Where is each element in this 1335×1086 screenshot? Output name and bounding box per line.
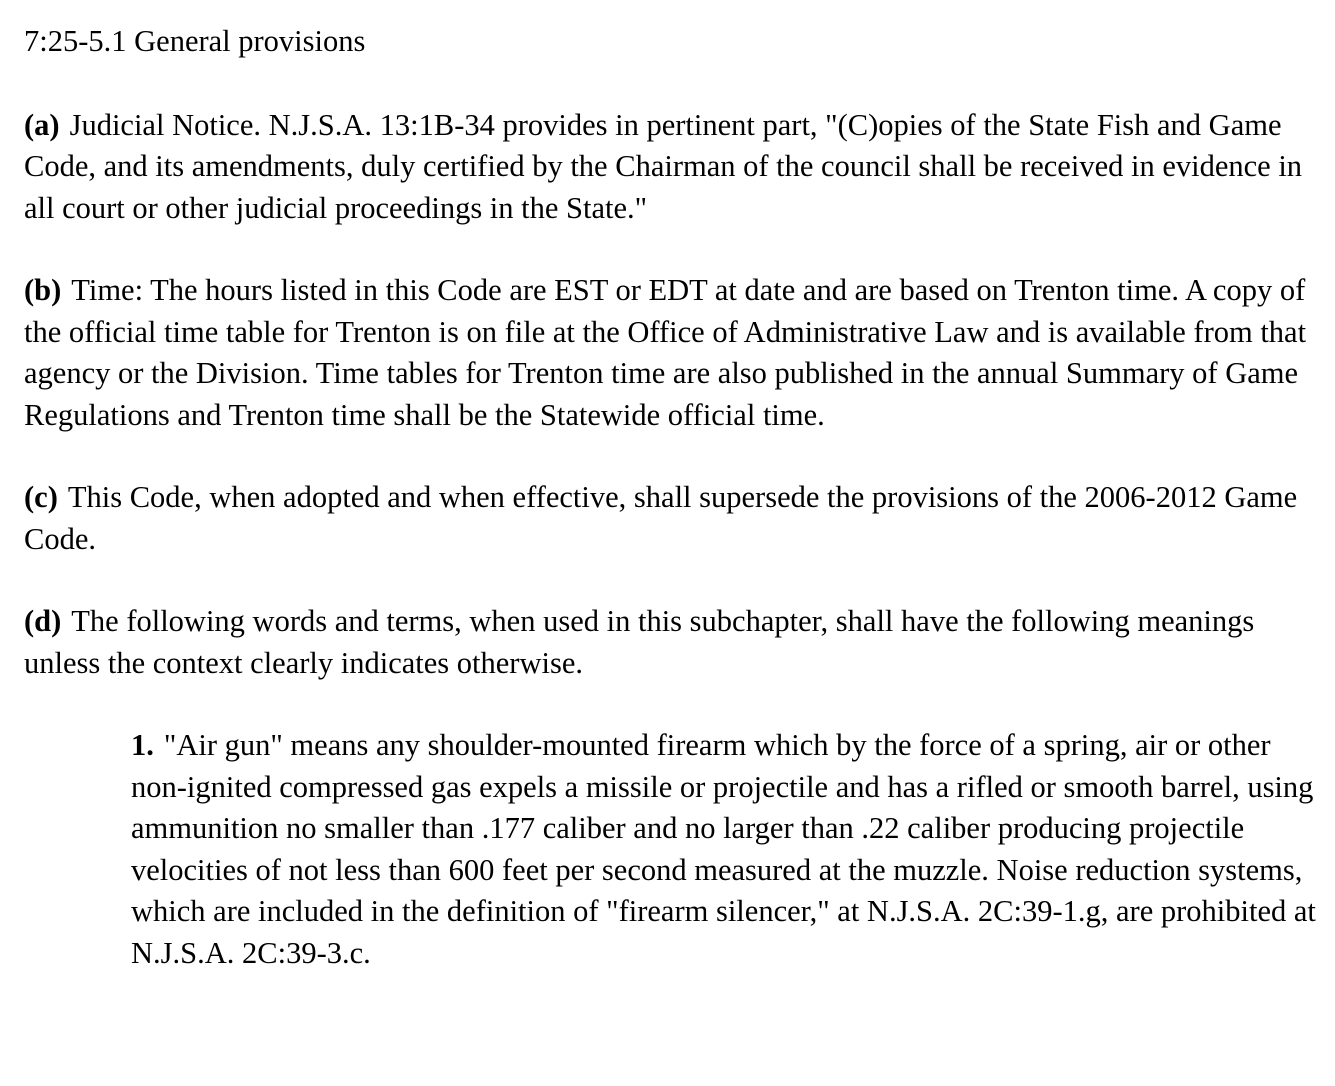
section-heading: 7:25-5.1 General provisions — [24, 24, 366, 58]
paragraph-text: This Code, when adopted and when effective, shall supersede the provisions of the 2006-2012 Game Code. — [24, 480, 1298, 556]
paragraph-label: (c) — [24, 480, 58, 514]
paragraph-d — [24, 601, 1321, 684]
paragraph-label: (d) — [24, 604, 62, 638]
paragraph-label: (b) — [24, 273, 62, 307]
paragraph-text: Time: The hours listed in this Code are EST or EDT at date and are based on Trenton time. A copy of the official time table for Trenton is on file at the Office of Administrative Law and is available from that agency or the Division. Time tables for Trenton time are also published in the annual Summary of Game Regulations and Trenton time shall be the Statewide official time. — [24, 273, 1307, 432]
paragraph-text: The following words and terms, when used in this subchapter, shall have the following meanings unless the context clearly indicates otherwise. — [24, 604, 1255, 680]
definition-label: 1. — [131, 728, 154, 762]
paragraph-a — [24, 105, 1321, 230]
paragraph-label: (a) — [24, 107, 60, 142]
paragraph-c — [24, 477, 1321, 560]
paragraph-b — [24, 270, 1321, 436]
definition-1 — [131, 725, 1321, 974]
paragraph-text: Judicial Notice. N.J.S.A. 13:1B-34 provides in pertinent part, "(C)opies of the State Fish and Game Code, and its amendments, duly certified by the Chairman of the council shall be received in evidence in all court or other judicial proceedings in the State." — [24, 107, 1303, 225]
definition-text: "Air gun" means any shoulder-mounted firearm which by the force of a spring, air or other non-ignited compressed gas expels a missile or projectile and has a rifled or smooth barrel, using ammunition no smaller than .177 caliber and no larger than .22 caliber producing projectile velocities of not less than 600 feet per second measured at the muzzle. Noise reduction systems, which are included in the definition of "firearm silencer," at N.J.S.A. 2C:39-1.g, are prohibited at N.J.S.A. 2C:39-3.c. — [131, 728, 1316, 970]
